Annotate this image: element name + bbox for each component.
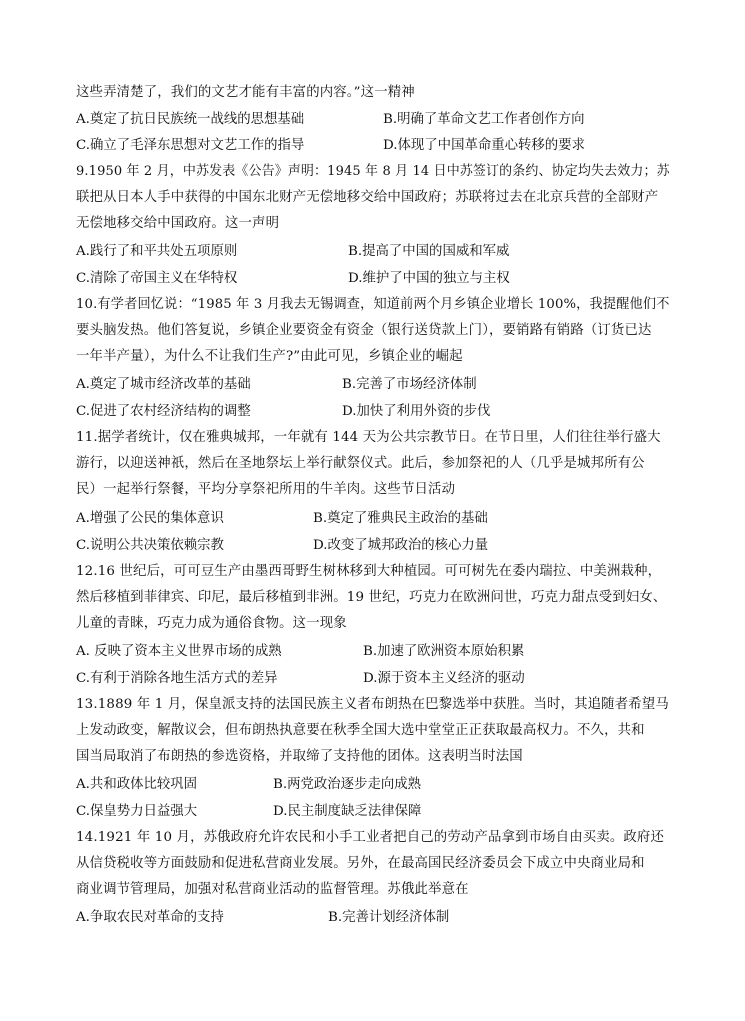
- q14-stem-line-1: 14.1921 年 10 月，苏俄政府允许农民和小手工业者把自己的劳动产品拿到市场自由买卖。政府还: [76, 830, 664, 845]
- q11-option-a[interactable]: A.增强了公民的集体意识: [76, 511, 224, 526]
- q14-option-b[interactable]: B.完善计划经济体制: [328, 910, 450, 925]
- q10-option-d[interactable]: D.加快了利用外资的步伐: [342, 404, 491, 419]
- q9-option-d[interactable]: D.维护了中国的独立与主权: [348, 271, 510, 286]
- q11-stem-line-2: 游行，以迎送神祇，然后在圣地祭坛上举行献祭仪式。此后，参加祭祀的人（几乎是城邦所有公: [76, 456, 645, 471]
- q13-stem-line-1: 13.1889 年 1 月，保皇派支持的法国民族主义者布朗热在巴黎选举中获胜。当时，其追随者希望马: [76, 697, 669, 712]
- q9-option-b[interactable]: B.提高了中国的国威和军威: [348, 244, 510, 259]
- q9-option-c[interactable]: C.清除了帝国主义在华特权: [76, 271, 238, 286]
- q9-stem-line-3: 无偿地移交给中国政府。这一声明: [76, 216, 280, 231]
- q11-stem-line-1: 11.据学者统计，仅在雅典城邦，一年就有 144 天为公共宗教节日。在节日里，人们往往举行盛大: [76, 430, 661, 445]
- q12-stem-line-1: 12.16 世纪后，可可豆生产由墨西哥野生树林移到大种植园。可可树先在委内瑞拉、中美洲栽种，: [76, 564, 662, 579]
- q13-option-b[interactable]: B.两党政治逐步走向成熟: [273, 777, 422, 792]
- q11-option-b[interactable]: B.奠定了雅典民主政治的基础: [313, 511, 488, 526]
- q11-option-d[interactable]: D.改变了城邦政治的核心力量: [313, 538, 489, 553]
- q8-option-a[interactable]: A.奠定了抗日民族统一战线的思想基础: [76, 112, 305, 127]
- q10-stem-line-1: 10.有学者回忆说：“1985 年 3 月我去无锡调查，知道前两个月乡镇企业增长 100%，我提醒他们不: [76, 297, 670, 312]
- q12-option-a[interactable]: A. 反映了资本主义世界市场的成熟: [76, 644, 282, 659]
- q8-stem-tail: 这些弄清楚了，我们的文艺才能有丰富的内容。”这一精神: [76, 85, 415, 100]
- q9-option-a[interactable]: A.践行了和平共处五项原则: [76, 244, 238, 259]
- q10-stem-line-2: 要头脑发热。他们答复说，乡镇企业要资金有资金（银行送贷款上门），要销路有销路（订货已达: [76, 323, 652, 338]
- q10-option-c[interactable]: C.促进了农村经济结构的调整: [76, 404, 251, 419]
- q12-stem-line-3: 儿童的青睐，巧克力成为通俗食物。这一现象: [76, 616, 347, 631]
- q12-stem-line-2: 然后移植到菲律宾、印尼，最后移植到非洲。19 世纪，巧克力在欧洲问世，巧克力甜点受到妇女、: [76, 590, 667, 605]
- q14-option-a[interactable]: A.争取农民对革命的支持: [76, 910, 224, 925]
- q10-stem-line-3: 一年半产量），为什么不让我们生产?”由此可见，乡镇企业的崛起: [76, 349, 463, 364]
- q12-option-c[interactable]: C.有利于消除各地生活方式的差异: [76, 671, 278, 686]
- q14-stem-line-3: 商业调节管理局，加强对私营商业活动的监督管理。苏俄此举意在: [76, 882, 469, 897]
- q10-option-b[interactable]: B.完善了市场经济体制: [342, 377, 477, 392]
- q11-option-c[interactable]: C.说明公共决策依赖宗教: [76, 538, 224, 553]
- q9-stem-line-1: 9.1950 年 2 月，中苏发表《公告》声明：1945 年 8 月 14 日中苏签订的条约、协定均失去效力；苏: [76, 164, 670, 179]
- q12-option-d[interactable]: D.源于资本主义经济的驱动: [363, 671, 525, 686]
- q8-option-c[interactable]: C.确立了毛泽东思想对文艺工作的指导: [76, 138, 305, 153]
- q13-option-a[interactable]: A.共和政体比较巩固: [76, 777, 198, 792]
- q14-stem-line-2: 从信贷税收等方面鼓励和促进私营商业发展。另外，在最高国民经济委员会下成立中央商业局和: [76, 856, 645, 871]
- q11-stem-line-3: 民）一起举行祭餐，平均分享祭祀所用的牛羊肉。这些节日活动: [76, 482, 456, 497]
- q13-option-c[interactable]: C.保皇势力日益强大: [76, 804, 198, 819]
- q8-option-d[interactable]: D.体现了中国革命重心转移的要求: [383, 138, 585, 153]
- q13-option-d[interactable]: D.民主制度缺乏法律保障: [273, 804, 422, 819]
- q9-stem-line-2: 联把从日本人手中获得的中国东北财产无偿地移交给中国政府；苏联将过去在北京兵营的全部财产: [76, 190, 659, 205]
- q10-option-a[interactable]: A.奠定了城市经济改革的基础: [76, 377, 251, 392]
- q13-stem-line-3: 国当局取消了布朗热的参选资格，并取缔了支持他的团体。这表明当时法国: [76, 749, 523, 764]
- q13-stem-line-2: 上发动政变，解散议会，但布朗热执意要在秋季全国大选中堂堂正正获取最高权力。不久，共和: [76, 723, 645, 738]
- q12-option-b[interactable]: B.加速了欧洲资本原始积累: [363, 644, 525, 659]
- q8-option-b[interactable]: B.明确了革命文艺工作者创作方向: [383, 112, 585, 127]
